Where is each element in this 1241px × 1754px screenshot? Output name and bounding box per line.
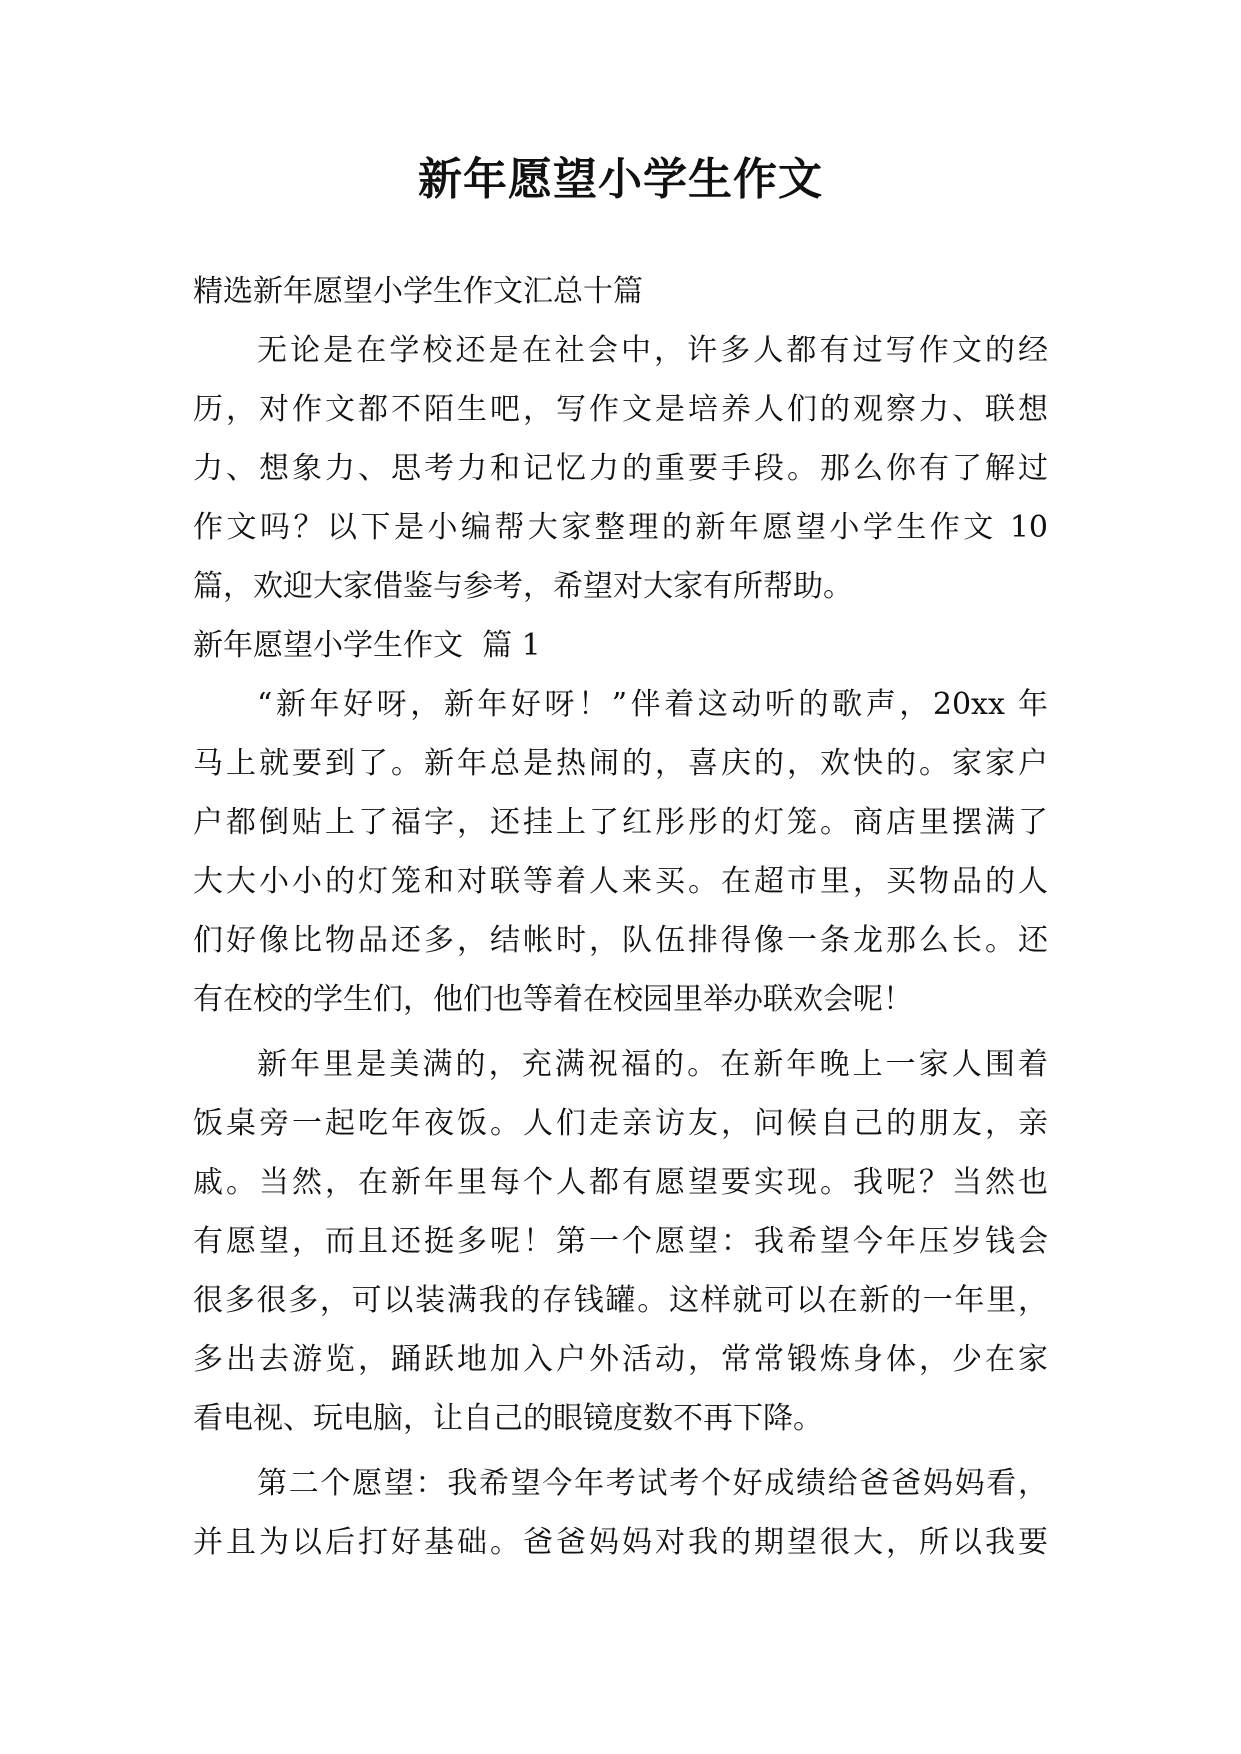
text-line: 大大小小的灯笼和对联等着人来买。在超市里，买物品的人 (193, 864, 1048, 899)
text-line: 饭桌旁一起吃年夜饭。人们走亲访友，问候自己的朋友，亲 (193, 1106, 1048, 1141)
section-heading: 新年愿望小学生作文 篇 1 (193, 628, 541, 663)
paragraph-1 (193, 675, 1048, 1029)
text-line: 新年里是美满的，充满祝福的。在新年晚上一家人围着 (257, 1047, 1048, 1082)
text-line: 有愿望，而且还挺多呢！第一个愿望：我希望今年压岁钱会 (193, 1224, 1048, 1259)
text-line: 看电视、玩电脑，让自己的眼镜度数不再下降。 (193, 1401, 823, 1436)
text-line: 戚。当然，在新年里每个人都有愿望要实现。我呢？当然也 (193, 1165, 1048, 1200)
text-line: 篇，欢迎大家借鉴与参考，希望对大家有所帮助。 (193, 569, 853, 604)
text-line: 历，对作文都不陌生吧，写作文是培养人们的观察力、联想 (193, 392, 1048, 427)
paragraph-2 (193, 1035, 1048, 1448)
text-line: 户都倒贴上了福字，还挂上了红彤彤的灯笼。商店里摆满了 (193, 805, 1048, 840)
text-line: 们好像比物品还多，结帐时，队伍排得像一条龙那么长。还 (193, 923, 1048, 958)
text-line: 并且为以后打好基础。爸爸妈妈对我的期望很大，所以我要 (193, 1525, 1048, 1560)
subtitle: 精选新年愿望小学生作文汇总十篇 (193, 274, 643, 309)
text-line: 力、想象力、思考力和记忆力的重要手段。那么你有了解过 (193, 451, 1048, 486)
text-line: 很多很多，可以装满我的存钱罐。这样就可以在新的一年里， (193, 1283, 1048, 1318)
text-line: 第二个愿望：我希望今年考试考个好成绩给爸爸妈妈看， (257, 1466, 1048, 1501)
text-line: 多出去游览，踊跃地加入户外活动，常常锻炼身体，少在家 (193, 1342, 1048, 1377)
document-body (193, 262, 1048, 1572)
document-title: 新年愿望小学生作文 (418, 154, 823, 205)
text-line: 马上就要到了。新年总是热闹的，喜庆的，欢快的。家家户 (193, 746, 1048, 781)
intro-paragraph (193, 321, 1048, 616)
text-line: 无论是在学校还是在社会中，许多人都有过写作文的经 (257, 333, 1048, 368)
text-line: 作文吗？以下是小编帮大家整理的新年愿望小学生作文 10 (193, 510, 1048, 545)
text-line: 有在校的学生们，他们也等着在校园里举办联欢会呢！ (193, 982, 913, 1017)
paragraph-3 (193, 1454, 1048, 1572)
text-line: “新年好呀，新年好呀！”伴着这动听的歌声，20xx 年 (257, 687, 1048, 722)
